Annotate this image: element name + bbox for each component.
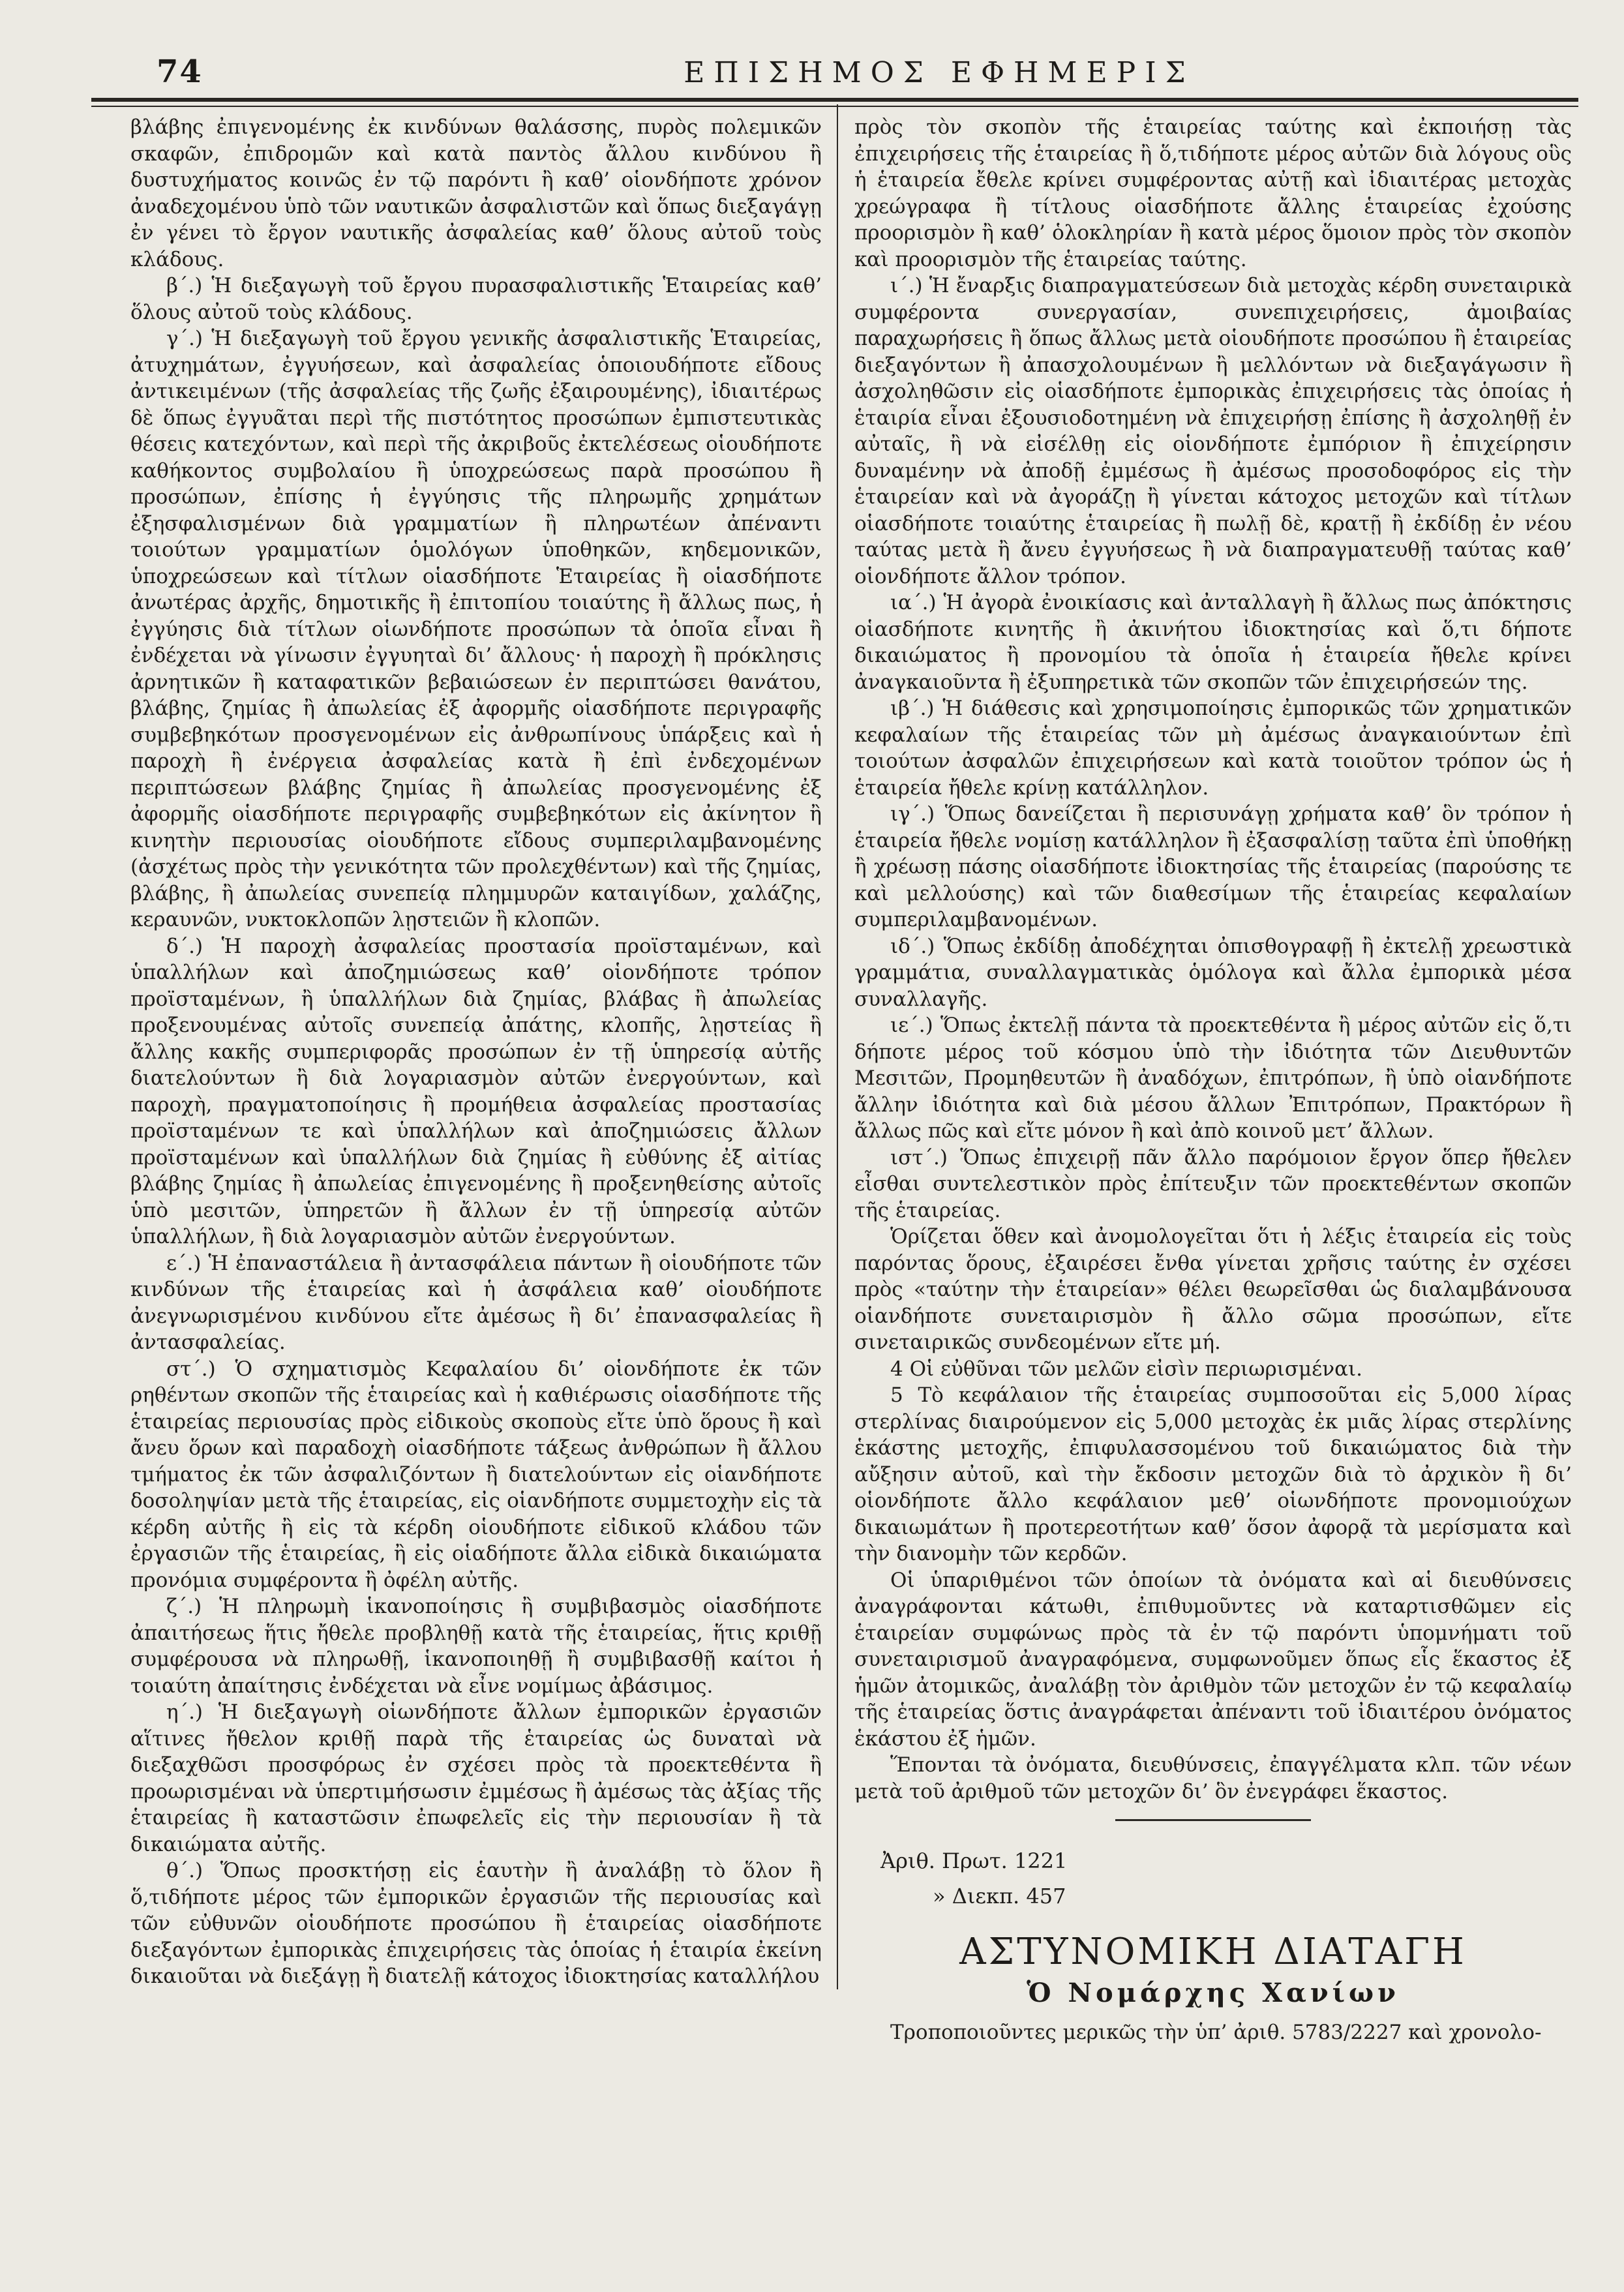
paragraph: ιβ΄.) Ἡ διάθεσις καὶ χρησιμοποίησις ἐμπορικῶς τῶν χρηματικῶν κεφαλαίων τῆς ἑταιρείας τῶν μὴ ἀμέσως ἀναγκαιούντων ἐπὶ τοιούτων ἀσφαλῶν ἐπιχειρήσεων καὶ κατὰ τοιοῦτον τρόπον ὡς ἡ ἑταιρεία ἤθελε κρίνῃ κατάλληλον. [854,697,1572,800]
page-number: 74 [157,53,203,90]
paragraph: ι΄.) Ἡ ἔναρξις διαπραγματεύσεων διὰ μετοχὰς κέρδη συνεταιρικὰ συμφέροντα συνεργασίαν, συνεπιχειρήσεις, ἀμοιβαίας παραχωρήσεις ἢ ὅπως ἄλλως μετὰ οἱουδήποτε προσώπου ἢ ἑταιρείας διεξαγόντων ἢ ἀπασχολουμένων ἢ μελλόντων νὰ διεξαγάγωσιν ἢ ἀσχοληθῶσιν εἰς οἱασδήποτε ἐμπορικὰς ἐπιχειρήσεις τὰς ὁποίας ἡ ἑταιρία εἶναι ἐξουσιοδοτημένη νὰ ἐπιχειρήσῃ ἐπίσης ἢ ἀσχοληθῇ ἐν αὐταῖς, ἢ νὰ εἰσέλθῃ εἰς οἱονδήποτε ἐμπόριον ἢ ἐπιχείρησιν δυναμένην νὰ ἀποδῇ ἐμμέσως ἢ ἀμέσως προσοδοφόρος εἰς τὴν ἑταιρείαν καὶ νὰ ἀγοράζῃ ἢ γίνεται κάτοχος μετοχῶν καὶ τίτλων οἱασδήποτε τοιαύτης ἑταιρείας ἢ πωλῇ δὲ, κρατῇ ἢ ἐκδίδῃ ἐν νέου ταύτας μετὰ ἢ ἄνευ ἐγγυήσεως ἢ νὰ διαπραγματευθῇ ταύτας καθ’ οἱονδήποτε ἄλλον τρόπον. [854,274,1572,588]
dispatch-number: » Διεκπ. 457 [933,1884,1066,1908]
paragraph: 4 Οἱ εὐθῦναι τῶν μελῶν εἰσὶν περιωρισμέναι. [890,1357,1363,1381]
left-column [130,114,822,2280]
paragraph: Οἱ ὑπαριθμένοι τῶν ὁποίων τὰ ὀνόματα καὶ αἱ διευθύνσεις ἀναγράφονται κάτωθι, ἐπιθυμοῦντες νὰ καταρτισθῶμεν εἰς ἑταιρείαν συμφώνως πρὸς τὰ ἐν τῷ παρόντι ὑπομνήματι τοῦ συνεταιρισμοῦ ἀναγραφόμενα, συμφωνοῦμεν ὅπως εἷς ἕκαστος ἐξ ἡμῶν ἀτομικῶς, ἀναλάβῃ τὸν ἀριθμὸν τῶν μετοχῶν ἐν τῷ κεφαλαίῳ τῆς ἑταιρείας ὅστις ἀναγράφεται ἀπέναντι τοῦ ἰδιαιτέρου ὀνόματος ἑκάστου ἐξ ἡμῶν. [854,1568,1572,1751]
notice-title: ΑΣΤΥΝΟΜΙΚΗ ΔΙΑΤΑΓΗ [959,1931,1467,1973]
paragraph: ιστ΄.) Ὅπως ἐπιχειρῇ πᾶν ἄλλο παρόμοιον ἔργον ὅπερ ἤθελεν εἶσθαι συντελεστικὸν πρὸς ἐπίτευξιν τῶν προεκτεθέντων σκοπῶν τῆς ἑταιρείας. [854,1145,1572,1222]
paragraph: ζ΄.) Ἡ πληρωμὴ ἱκανοποίησις ἢ συμβιβασμὸς οἱασδήποτε ἀπαιτήσεως ἥτις ἤθελε προβληθῇ κατὰ τῆς ἑταιρείας, ἥτις κριθῇ συμφέρουσα νὰ πληρωθῇ, ἱκανοποιηθῇ ἢ συμβιβασθῇ καίτοι ἡ τοιαύτη ἀπαίτησις ἐνδέχεται νὰ εἶνε νομίμως ἀβάσιμος. [130,1595,822,1698]
paragraph: βλάβης ἐπιγενομένης ἐκ κινδύνων θαλάσσης, πυρὸς πολεμικῶν σκαφῶν, ἐπιδρομῶν καὶ κατὰ παντὸς ἄλλου κινδύνου ἢ δυστυχήματος κοινῶς ἐν τῷ παρόντι ἢ καθ’ οἱονδήποτε χρόνον ἀναδεχομένου ὑπὸ τῶν ναυτικῶν ἀσφαλιστῶν καὶ ὅπως διεξαγάγῃ ἐν γένει τὸ ἔργον ναυτικῆς ἀσφαλείας καθ’ ὅλους αὐτοῦ τοὺς κλάδους. [130,115,822,271]
notice-opening: Τροποποιοῦντες μερικῶς τὴν ὑπ’ ἀριθ. 5783/2227 καὶ χρονολο- [890,2021,1542,2044]
paragraph: ε΄.) Ἡ ἐπαναστάλεια ἢ ἀντασφάλεια πάντων ἢ οἱουδήποτε τῶν κινδύνων τῆς ἑταιρείας καὶ ἡ ἀσφάλεια καθ’ οἱουδήποτε ἀνεγνωρισμένου κινδύνου εἴτε ἀμέσως ἢ δι’ ἐπανασφαλείας ἢ ἀντασφαλείας. [130,1251,822,1354]
paragraph: η΄.) Ἡ διεξαγωγὴ οἱωνδήποτε ἄλλων ἐμπορικῶν ἐργασιῶν αἵτινες ἤθελον κριθῇ παρὰ τῆς ἑταιρείας ὡς δυναταὶ νὰ διεξαχθῶσι προσφόρως ἐν σχέσει πρὸς τὰ προεκτεθέντα ἢ προωρισμέναι νὰ ὑπερτιμήσωσιν ἐμμέσως ἢ ἀμέσως τὰς ἀξίας τῆς ἑταιρείας ἢ καταστῶσιν ἐπωφελεῖς εἰς τὴν περιουσίαν ἢ τὰ δικαιώματα αὐτῆς. [130,1700,822,1856]
column-divider [837,104,838,1989]
paragraph: Ὁρίζεται ὅθεν καὶ ἀνομολογεῖται ὅτι ἡ λέξις ἑταιρεία εἰς τοὺς παρόντας ὅρους, ἐξαιρέσει ἔνθα γίνεται χρῆσις ταύτης ἐν σχέσει πρὸς «ταύτην τὴν ἑταιρείαν» θέλει θεωρεῖσθαι ὡς διαλαμβάνουσα οἱανδήποτε συνεταιρισμὸν ἢ ἄλλο σῶμα προσώπων, εἴτε σινεταιρικῶς συνδεομένων εἴτε μή. [854,1225,1572,1354]
reference-numbers [854,1843,1572,1914]
paragraph: θ΄.) Ὅπως προσκτήσῃ εἰς ἑαυτὴν ἢ ἀναλάβῃ τὸ ὅλον ἢ ὅ,τιδήποτε μέρος τῶν ἐμπορικῶν ἐργασιῶν τῆς περιουσίας καὶ τῶν εὐθυνῶν οἱουδήποτε προσώπου ἢ ἑταιρείας οἱασδήποτε διεξαγόντων ἐμπορικὰς ἐπιχειρήσεις τὰς ὁποίας ἡ ἑταιρία ἐκείνη δικαιοῦται νὰ διεξάγῃ ἢ διατελῇ κάτοχος ἰδιοκτησίας καταλλήλου [130,1859,822,1988]
paragraph: δ΄.) Ἡ παροχὴ ἀσφαλείας προστασία προϊσταμένων, καὶ ὑπαλλήλων καὶ ἀποζημιώσεως καθ’ οἱονδήποτε τρόπον προϊσταμένων, ἢ ὑπαλλήλων διὰ ζημίας, βλάβας ἢ ἀπωλείας προξενουμένας αὐτοῖς συνεπείᾳ ἀπάτης, κλοπῆς, λῃστείας ἢ ἄλλης κακῆς συμπεριφορᾶς προσώπων ἐν τῇ ὑπηρεσίᾳ αὐτῆς διατελούντων ἢ διὰ λογαριασμὸν αὐτῶν ἐνεργούντων, καὶ παροχὴ, πραγματοποίησις ἢ προμήθεια ἀσφαλείας προστασίας προϊσταμένων τε καὶ ὑπαλλήλων καὶ ἀποζημιώσεις ἄλλων προϊσταμένων καὶ ὑπαλλήλων διὰ ζημίας ἢ εὐθύνης ἐξ αἰτίας βλάβης ζημίας ἢ ἀπωλείας ἐπιγενομένης ἢ προξενηθείσης αὐτοῖς ὑπὸ μεσιτῶν, ὑπηρετῶν ἢ ἄλλων ἐν τῇ ὑπηρεσίᾳ αὐτῶν ὑπαλλήλων, ἢ διὰ λογαριασμὸν αὐτῶν ἐνεργούντων. [130,934,822,1248]
paragraph: ια΄.) Ἡ ἀγορὰ ἐνοικίασις καὶ ἀνταλλαγὴ ἢ ἄλλως πως ἀπόκτησις οἱασδήποτε κινητῆς ἢ ἀκινήτου ἰδιοκτησίας καὶ ὅ,τι δήποτε δικαιώματος ἢ προνομίου τὰ ὁποῖα ἡ ἑταιρεία ἤθελε κρίνει ἀναγκαιοῦντα ἢ ἐξυπηρετικὰ τῶν σκοπῶν τῶν ἐπιχειρήσεών της. [854,591,1572,694]
header-rule-thin [91,106,1578,107]
right-column [854,114,1572,2280]
running-title: ΕΠΙΣΗΜΟΣ ΕΦΗΜΕΡΙΣ [684,56,1195,89]
page-header [157,52,1578,98]
header-rule [91,98,1578,102]
notice-subtitle: Ὁ Νομάρχης Χανίων [1027,1978,1400,2008]
paragraph: ιγ΄.) Ὅπως δανείζεται ἢ περισυνάγῃ χρήματα καθ’ ὃν τρόπον ἡ ἑταιρεία ἤθελε νομίσῃ κατάλληλον ἢ ἐξασφαλίσῃ ταῦτα ἐπὶ ὑποθήκῃ ἢ χρέωσῃ πάσης οἱασδήποτε ἰδιοκτησίας τῆς ἑταιρείας (παρούσης τε καὶ μελλούσης) καὶ τῶν διαθεσίμων τῆς ἑταιρείας κεφαλαίων συμπεριλαμβανομένων. [854,802,1572,931]
paragraph: ιδ΄.) Ὅπως ἐκδίδῃ ἀποδέχηται ὀπισθογραφῇ ἢ ἐκτελῇ χρεωστικὰ γραμμάτια, συναλλαγματικὰς ὁμόλογα καὶ ἄλλα ἐμπορικὰ μέσα συναλλαγῆς. [854,934,1572,1011]
paragraph: ιε΄.) Ὅπως ἐκτελῇ πάντα τὰ προεκτεθέντα ἢ μέρος αὐτῶν εἰς ὅ,τι δήποτε μέρος τοῦ κόσμου ὑπὸ τὴν ἰδιότητα τῶν Διευθυντῶν Μεσιτῶν, Προμηθευτῶν ἢ ἀναδόχων, ἐπιτρόπων, ἢ ὑπὸ οἱανδήποτε ἄλλην ἰδιότητα καὶ διὰ μέσου ἄλλων Ἐπιτρόπων, Πρακτόρων ἢ ἄλλως πῶς καὶ εἴτε μόνον ἢ καὶ ἀπὸ κοινοῦ μετ’ ἄλλων. [854,1014,1572,1143]
paragraph: β΄.) Ἡ διεξαγωγὴ τοῦ ἔργου πυρασφαλιστικῆς Ἑταιρείας καθ’ ὅλους αὐτοῦ τοὺς κλάδους. [130,274,822,324]
protocol-number: Ἀριθ. Πρωτ. 1221 [880,1848,1068,1873]
paragraph: 5 Τὸ κεφάλαιον τῆς ἑταιρείας συμποσοῦται εἰς 5,000 λίρας στερλίνας διαιρούμενον εἰς 5,000 μετοχὰς ἐκ μιᾶς λίρας στερλίνης ἑκάστης μετοχῆς, ἐπιφυλασσομένου τοῦ δικαιώματος διὰ τὴν αὔξησιν αὐτοῦ, καὶ τὴν ἔκδοσιν μετοχῶν διὰ τὸ ἀρχικὸν ἢ δι’ οἱονδήποτε ἄλλο κεφάλαιον μεθ’ οἱωνδήποτε προνομιούχων δικαιωμάτων ἢ προτερεοτήτων καθ’ ὅσον ἀφορᾷ τὰ μερίσματα καὶ τὴν διανομὴν τῶν κερδῶν. [854,1383,1572,1565]
paragraph: πρὸς τὸν σκοπὸν τῆς ἑταιρείας ταύτης καὶ ἐκποιήσῃ τὰς ἐπιχειρήσεις τῆς ἑταιρείας ἢ ὅ,τιδήποτε μέρος αὐτῶν διὰ λόγους οὓς ἡ ἑταιρεία ἔθελε κρίνει συμφέροντας αὐτῇ καὶ ἰδιαιτέρας μετοχὰς χρεώγραφα ἢ τίτλους οἱασδήποτε ἄλλης ἑταιρείας ἐχούσης προορισμὸν ἢ καθ’ ὁλοκληρίαν ἢ κατὰ μέρος ὅμοιον πρὸς τὸν σκοπὸν καὶ προορισμὸν τῆς ἑταιρείας ταύτης. [854,115,1572,271]
section-rule [1115,1819,1311,1821]
paragraph: Ἕπονται τὰ ὀνόματα, διευθύνσεις, ἐπαγγέλματα κλπ. τῶν νέων μετὰ τοῦ ἀριθμοῦ τῶν μετοχῶν δι’ ὃν ἐνεγράφει ἕκαστος. [854,1753,1572,1803]
paragraph: στ΄.) Ὁ σχηματισμὸς Κεφαλαίου δι’ οἱονδήποτε ἐκ τῶν ρηθέντων σκοπῶν τῆς ἑταιρείας καὶ ἡ καθιέρωσις οἱασδήποτε τῆς ἑταιρείας περιουσίας πρὸς εἰδικοὺς σκοποὺς εἴτε ὑπὸ ὅρους ἢ καὶ ἄνευ ὅρων καὶ παραδοχὴ οἱασδήποτε τάξεως ἀνθρώπων ἢ ἄλλου τμήματος ἐκ τῶν ἀσφαλιζόντων ἢ διατελούντων εἰς οἱανδήποτε δοσοληψίαν μετὰ τῆς ἑταιρείας, εἰς οἱανδήποτε συμμετοχὴν εἰς τὰ κέρδη αὐτῆς ἢ εἰς τὰ κέρδη οἱουδήποτε εἰδικοῦ κλάδου τῶν ἐργασιῶν τῆς ἑταιρείας, ἢ εἰς οἱαδήποτε ἄλλα εἰδικὰ δικαιώματα προνόμια συμφέροντα ἢ ὀφέλη αὐτῆς. [130,1357,822,1592]
paragraph: γ΄.) Ἡ διεξαγωγὴ τοῦ ἔργου γενικῆς ἀσφαλιστικῆς Ἑταιρείας, ἀτυχημάτων, ἐγγυήσεων, καὶ ἀσφαλείας ὁποιουδήποτε εἴδους ἀντικειμένων (τῆς ἀσφαλείας τῆς ζωῆς ἐξαιρουμένης), ἰδιαιτέρως δὲ ὅπως ἐγγυᾶται περὶ τῆς πιστότητος προσώπων ἐμπιστευτικὰς θέσεις κατεχόντων, καὶ περὶ τῆς ἀκριβοῦς ἐκτελέσεως οἱουδήποτε καθήκοντος συμβολαίου ἢ ὑποχρεώσεως παρὰ προσώπου ἢ προσώπων, ἐπίσης ἡ ἐγγύησις τῆς πληρωμῆς χρημάτων ἐξησφαλισμένων διὰ γραμματίων ἢ πληρωτέων ἀπέναντι τοιούτων γραμματίων ὁμολόγων ὑποθηκῶν, κηδεμονικῶν, ὑποχρεώσεων καὶ τίτλων οἱασδήποτε Ἑταιρείας ἢ οἱασδήποτε ἀνωτέρας ἀρχῆς, δημοτικῆς ἢ ἐπιτοπίου τοιαύτης ἢ ἄλλως πως, ἡ ἐγγύησις διὰ τίτλων οἱωνδήποτε προσώπων τὰ ὁποῖα εἶναι ἢ ἐνδέχεται νὰ γίνωσιν ἐγγυηταὶ δι’ ἄλλους· ἡ παροχὴ ἢ πρόκλησις ἀρνητικῶν ἢ καταφατικῶν βεβαιώσεων ἐν περιπτώσει θανάτου, βλάβης, ζημίας ἢ ἀπωλείας ἐξ ἀφορμῆς οἱασδήποτε περιγραφῆς συμβεβηκότων προσγενομένων εἰς ἀνθρωπίνους ὑπάρξεις καὶ ἡ παροχὴ ἢ ἐνέργεια ἀσφαλείας κατὰ ἢ ἐπὶ ἐνδεχομένων περιπτώσεων βλάβης ζημίας ἢ ἀπωλείας προσγενομένης ἐξ ἀφορμῆς οἱασδήποτε περιγραφῆς συμβεβηκότων εἰς ἀκίνητον ἢ κινητὴν περιουσίας οἱουδήποτε εἴδους συμπεριλαμβανομένης (ἀσχέτως πρὸς τὴν γενικότητα τῶν προλεχθέντων) καὶ τῆς ζημίας, βλάβης, ἢ ἀπωλείας συνεπείᾳ πλημμυρῶν καταιγίδων, χαλάζης, κεραυνῶν, νυκτοκλοπῶν λῃστειῶν ἢ κλοπῶν. [130,327,822,931]
